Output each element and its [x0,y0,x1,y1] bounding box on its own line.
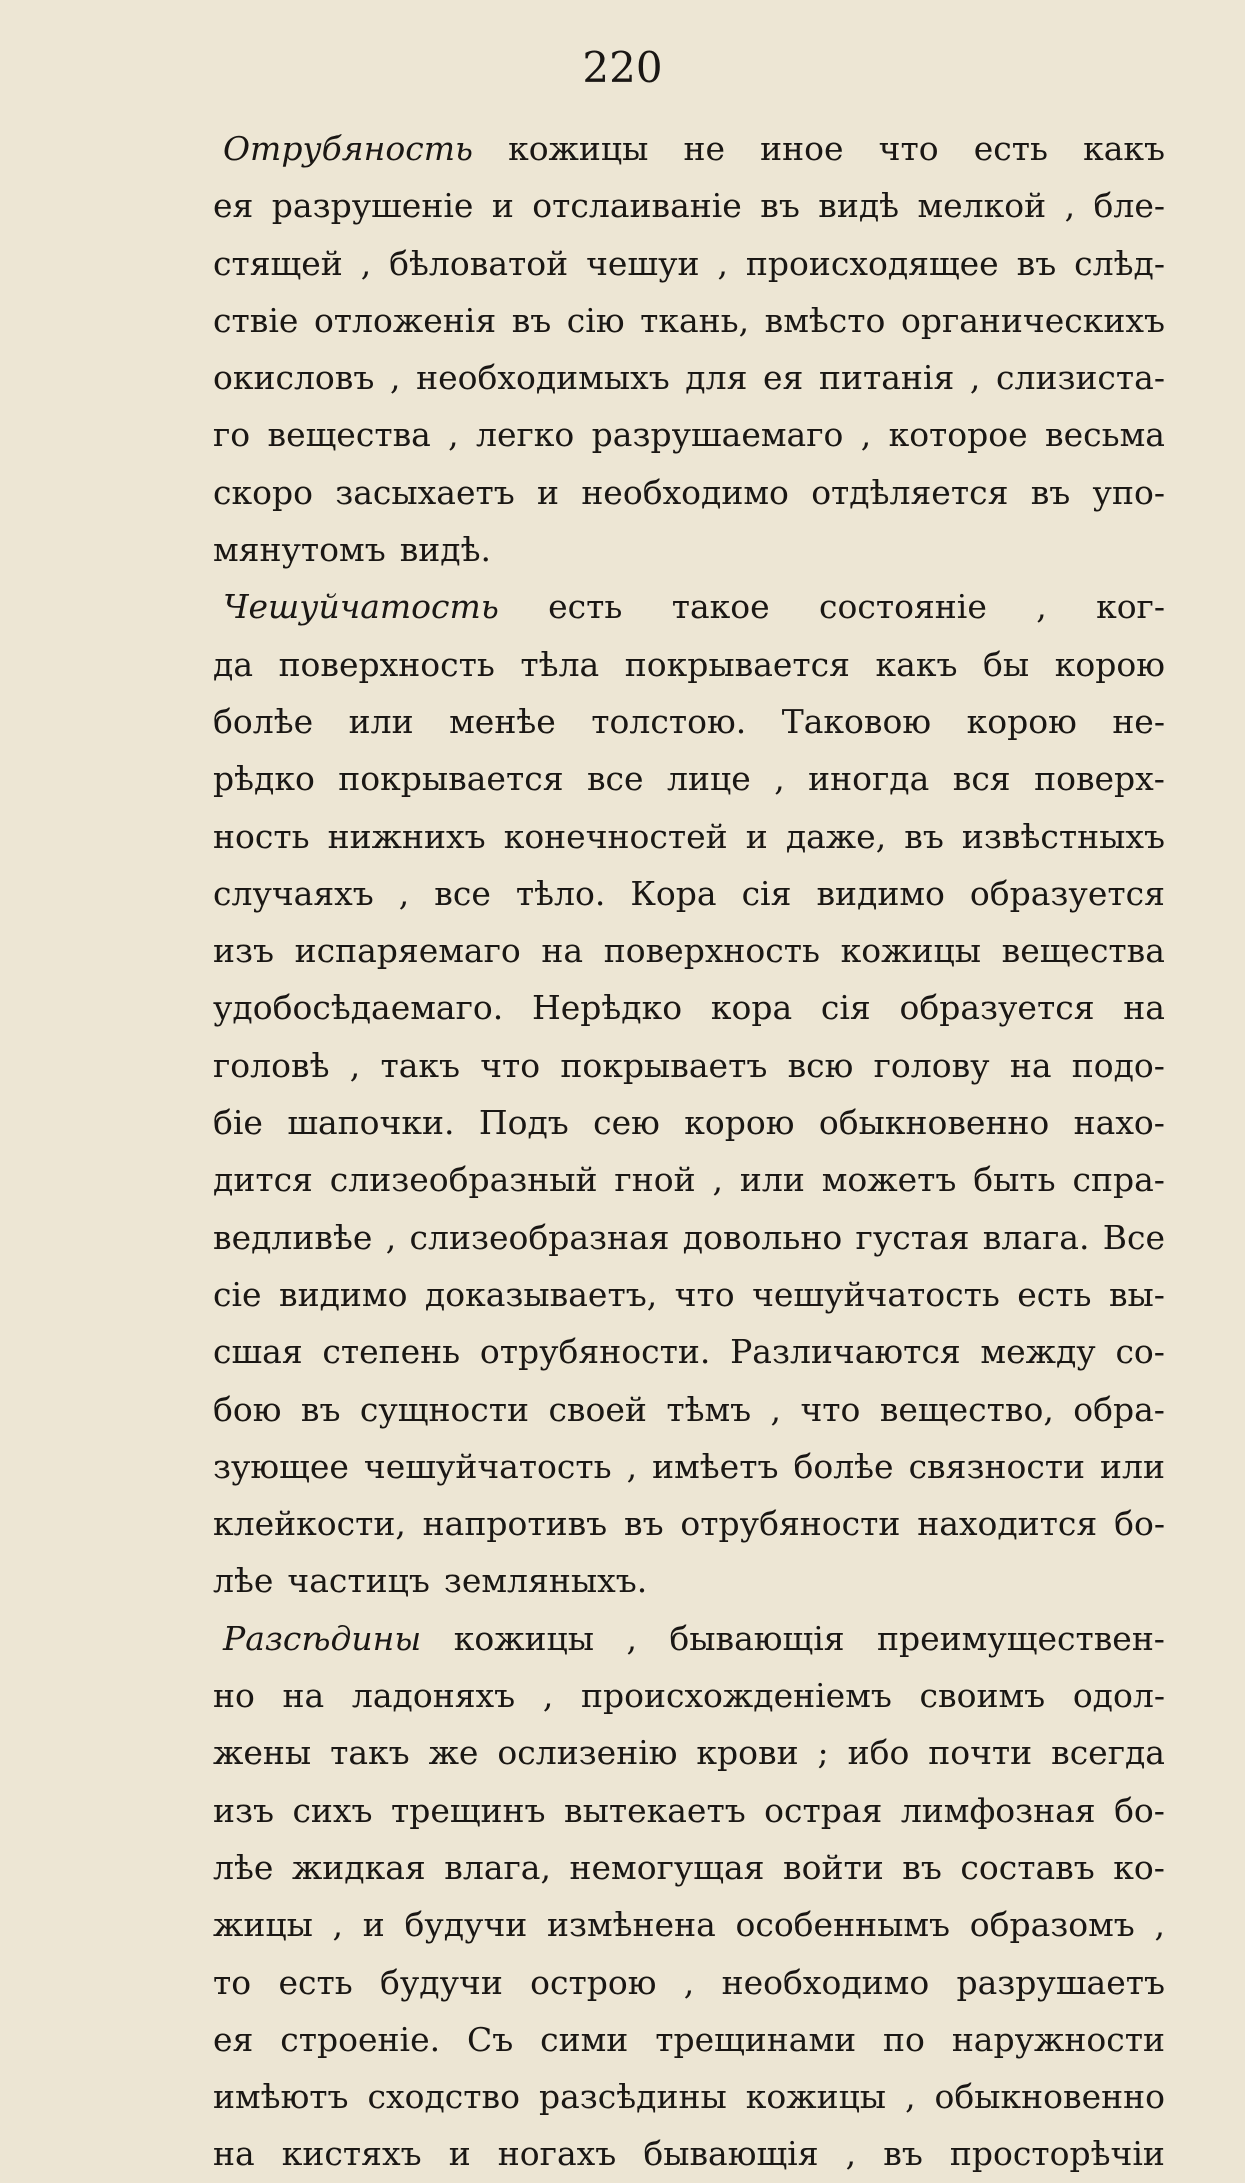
word: что [480,1045,541,1085]
word: отложенія [313,300,497,340]
text-line [213,235,1165,292]
word: но [213,1676,255,1716]
word: земляныхъ. [443,1561,648,1601]
text-line [213,865,1165,922]
text-line [213,2011,1165,2068]
word: , [398,873,410,913]
word: упо- [1092,472,1165,512]
word: какъ [1083,129,1165,168]
word: и [537,472,560,512]
word: всю [787,1045,854,1085]
word: же [428,1733,479,1773]
word: можетъ [821,1160,957,1200]
text-line [213,1954,1165,2011]
word: для [685,358,748,398]
word: въ [511,300,552,340]
word: въ [760,186,800,226]
word: будучи [404,1905,528,1945]
word: острая [764,1790,883,1830]
word: особеннымъ [735,1905,951,1945]
word: со- [1115,1332,1165,1372]
word: , [969,358,981,398]
word: бо- [1114,1790,1165,1830]
word: бывающія [669,1618,845,1658]
word: въ [1030,472,1071,512]
word: видимо [279,1274,408,1314]
word: жидкая [291,1847,426,1887]
word: что [878,129,939,168]
word: вы- [1108,1274,1165,1314]
word: иногда [808,759,930,799]
word: то [213,1962,252,2002]
word: такое [671,587,770,627]
word: тѣмъ [666,1389,752,1429]
word: сія [741,873,792,913]
word: на [213,2134,255,2174]
text-line [213,1667,1165,1724]
word: своей [548,1389,647,1429]
word: вытекаетъ [563,1790,746,1830]
word: ведливѣе [213,1217,373,1257]
word: происходящее [745,243,999,283]
word: біе [213,1103,263,1143]
word: нахо- [1073,1103,1165,1143]
word: ея [763,358,804,398]
word: что [674,1274,735,1314]
word: кистяхъ [281,2134,422,2174]
word: покрывается [624,644,850,684]
word: шапочки. [287,1103,455,1143]
word: будучи [379,1962,503,2002]
text-line [213,464,1165,521]
word: на [282,1676,325,1716]
word: въ [904,816,944,856]
text-line [213,1896,1165,1953]
word: дится [213,1160,313,1200]
word: , [542,1676,554,1716]
text-line [213,578,1165,635]
word: чешуйчатость [752,1274,1000,1314]
word: , [770,1389,782,1429]
word: что [800,1389,861,1429]
text-line [213,979,1165,1036]
word: отрубяности. [479,1332,711,1372]
text-line [213,521,1165,578]
word: поверх- [1034,759,1165,799]
word: кожицы [840,931,981,971]
word: корою [966,701,1077,741]
word: трещинъ [390,1790,546,1830]
word: не [683,129,726,168]
word: даже, [785,816,887,856]
text-line [213,2125,1165,2182]
word: въ [300,1389,341,1429]
word: , [360,243,372,283]
word: голову [873,1045,990,1085]
text-line [213,636,1165,693]
word: есть [973,129,1048,168]
text-line [213,1839,1165,1896]
word: легко [476,415,575,455]
word: разрушаемаго [591,415,844,455]
word: на [541,931,584,971]
word: которое [888,415,1028,455]
word: необходимыхъ [416,358,670,398]
text-line [213,292,1165,349]
word: вещества [267,415,431,455]
word: , [389,358,401,398]
text-line [213,750,1165,807]
word: одол- [1072,1676,1165,1716]
word: на [1123,988,1165,1028]
word: на [1009,1045,1052,1085]
word: зующее [213,1446,349,1486]
text-line [213,1323,1165,1380]
word: такъ [330,1733,410,1773]
word: сущности [359,1389,530,1429]
word: нижнихъ [327,816,486,856]
word: обыкновенно [934,2077,1165,2117]
word: происхожденіемъ [580,1676,892,1716]
word: Таковою [781,701,932,741]
word: , [774,759,785,799]
word: отслаиваніе [532,186,742,226]
word: ; [817,1733,829,1773]
word: сихъ [292,1790,373,1830]
word: по [883,2019,925,2059]
paragraph-term: Разсѣдины [223,1618,422,1658]
word: скоро [213,472,313,512]
word: въ [902,1847,942,1887]
word: сею [593,1103,660,1143]
word: поверхность [603,931,820,971]
word: , [1154,1905,1165,1945]
word: острою [530,1962,657,2002]
word: напротивъ [422,1504,608,1544]
word: лимфозная [900,1790,1096,1830]
paragraph-term: Отрубяность [223,129,473,168]
word: кора [710,988,793,1028]
word: своимъ [919,1676,1046,1716]
word: лице [667,759,751,799]
word: и [491,186,514,226]
word: или [1100,1446,1165,1486]
word: доказываетъ, [424,1274,658,1314]
word: удобосѣдаемаго. [213,988,504,1028]
word: спра- [1072,1160,1165,1200]
text-line [213,1151,1165,1208]
word: , [717,243,728,283]
word: ткань, [640,300,750,340]
word: составъ [960,1847,1095,1887]
word: или [348,701,414,741]
word: влага, [444,1847,551,1887]
word: сими [540,2019,629,2059]
word: или [739,1160,805,1200]
word: бывающія [643,2134,819,2174]
word: довольно [682,1217,843,1257]
word: покрываетъ [560,1045,768,1085]
text-line [213,808,1165,865]
word: между [980,1332,1096,1372]
word: , [712,1160,723,1200]
word: тѣло. [515,873,606,913]
word: обра- [1073,1389,1165,1429]
text-line [213,1610,1165,1667]
word: , [845,2134,857,2174]
word: клейкости, [213,1504,406,1544]
word: , [683,1962,695,2002]
word: ослизенію [497,1733,678,1773]
word: сходство [367,2077,520,2117]
word: необходимо [721,1962,930,2002]
word: болѣе [213,701,314,741]
word: разсѣдины [538,2077,727,2117]
word: ногахъ [497,2134,617,2174]
word: связности [908,1446,1086,1486]
word: сію [566,300,625,340]
text-body [213,120,1165,2183]
word: извѣстныхъ [961,816,1165,856]
word: и [745,816,768,856]
word: влага. [982,1217,1090,1257]
word: поверхность [278,644,495,684]
word: ког- [1096,587,1165,627]
word: бле- [1093,186,1165,226]
paragraph-term: Чешуйчатость [223,587,499,627]
word: иное [760,129,844,168]
word: , [905,2077,916,2117]
word: сшая [213,1332,303,1372]
word: гной [614,1160,696,1200]
word: корою [684,1103,795,1143]
word: преимуществен- [877,1618,1165,1658]
word: менѣе [449,701,556,741]
word: болѣе [793,1446,894,1486]
text-line [213,2068,1165,2125]
word: изъ [213,1790,274,1830]
word: , [626,1446,638,1486]
word: имѣетъ [652,1446,779,1486]
word: строеніе. [280,2019,441,2059]
word: сіе [213,1274,262,1314]
word: ность [213,816,310,856]
word: и [448,2134,471,2174]
word: , [332,1905,344,1945]
word: , [385,1217,397,1257]
text-line [213,1438,1165,1495]
word: образуется [969,873,1165,913]
text-line [213,1724,1165,1781]
word: чешуйчатость [363,1446,612,1486]
word: видимо [816,873,945,913]
text-line [213,120,1165,177]
word: рѣдко [213,759,315,799]
word: все [434,873,491,913]
text-line [213,1552,1165,1609]
word: слизеобразная [409,1217,670,1257]
word: изъ [213,931,274,971]
word: имѣютъ [213,2077,349,2117]
word: корою [1054,644,1165,684]
word: есть [548,587,623,627]
word: образуется [899,988,1095,1028]
word: и [362,1905,385,1945]
word: разрушаетъ [956,1962,1165,2002]
text-line [213,1381,1165,1438]
word: бы [983,644,1030,684]
word: конечностей [503,816,728,856]
word: стящей [213,243,343,283]
word: какъ [875,644,958,684]
word: слизеобразный [329,1160,598,1200]
word: ея [213,186,254,226]
word: покрывается [338,759,564,799]
word: го [213,415,251,455]
text-line [213,177,1165,234]
word: жены [213,1733,312,1773]
word: мянутомъ [213,530,386,570]
word: жицы [213,1905,313,1945]
word: сія [820,988,871,1028]
word: слизиста- [996,358,1165,398]
word: Кора [630,873,717,913]
word: степень [322,1332,461,1372]
word: слѣд- [1074,243,1165,283]
word: есть [278,1962,353,2002]
word: мелкой [917,186,1047,226]
word: толстою. [591,701,747,741]
word: случаяхъ [213,873,374,913]
text-line [213,922,1165,979]
word: просторѣчіи [949,2134,1165,2174]
word: образомъ [969,1905,1135,1945]
word: кожицы [508,129,649,168]
word: отрубяности [680,1504,901,1544]
word: есть [1017,1274,1092,1314]
word: бою [213,1389,282,1429]
word: подо- [1071,1045,1165,1085]
word: ибо [847,1733,910,1773]
word: почти [928,1733,1033,1773]
word: Съ [467,2019,514,2059]
word: Все [1102,1217,1165,1257]
word: вся [952,759,1011,799]
word: , [1064,186,1076,226]
word: , [626,1618,637,1658]
word: весьма [1045,415,1165,455]
word: Различаются [730,1332,961,1372]
word: ея [213,2019,254,2059]
word: органическихъ [900,300,1165,340]
text-line [213,1782,1165,1839]
word: головѣ [213,1045,330,1085]
word: вмѣсто [764,300,886,340]
word: бо- [1114,1504,1165,1544]
word: лѣе [213,1847,274,1887]
word: испаряемаго [294,931,521,971]
word: засыхаетъ [335,472,515,512]
word: находится [917,1504,1098,1544]
word: такъ [380,1045,460,1085]
word: не- [1112,701,1165,741]
word: войти [783,1847,884,1887]
word: , [1036,587,1047,627]
page-number: 220 [582,43,663,92]
word: обыкновенно [818,1103,1050,1143]
word: въ [883,2134,923,2174]
word: тѣла [520,644,600,684]
word: видѣ [818,186,900,226]
word: да [213,644,253,684]
word: въ [624,1504,664,1544]
word: густая [855,1217,970,1257]
text-line [213,349,1165,406]
word: состояніе [819,587,987,627]
word: разрушеніе [271,186,474,226]
word: быть [973,1160,1056,1200]
word: , [349,1045,361,1085]
word: немогущая [569,1847,765,1887]
word: измѣнена [547,1905,716,1945]
word: вещество, [879,1389,1054,1429]
word: кожицы [453,1618,595,1658]
text-line [213,1037,1165,1094]
word: видѣ. [399,530,491,570]
text-line [213,1495,1165,1552]
word: , [448,415,459,455]
word: ствіе [213,300,299,340]
word: ко- [1113,1847,1165,1887]
word: трещинами [655,2019,857,2059]
word: все [586,759,644,799]
text-line [213,693,1165,750]
text-line [213,1094,1165,1151]
word: бѣловатой [389,243,569,283]
text-line [213,1266,1165,1323]
word: наружности [951,2019,1165,2059]
word: чешуи [586,243,700,283]
word: крови [696,1733,799,1773]
word: кожицы [745,2077,887,2117]
word: Подъ [478,1103,569,1143]
word: вещества [1001,931,1165,971]
word: , [860,415,872,455]
word: всегда [1051,1733,1165,1773]
word: въ [1016,243,1057,283]
word: необходимо [581,472,789,512]
word: отдѣляется [811,472,1009,512]
word: ладоняхъ [351,1676,516,1716]
word: окисловъ [213,358,375,398]
word: питанія [818,358,955,398]
word: Нерѣдко [531,988,683,1028]
word: частицъ [287,1561,430,1601]
text-line [213,1209,1165,1266]
text-line [213,406,1165,463]
word: лѣе [213,1561,274,1601]
